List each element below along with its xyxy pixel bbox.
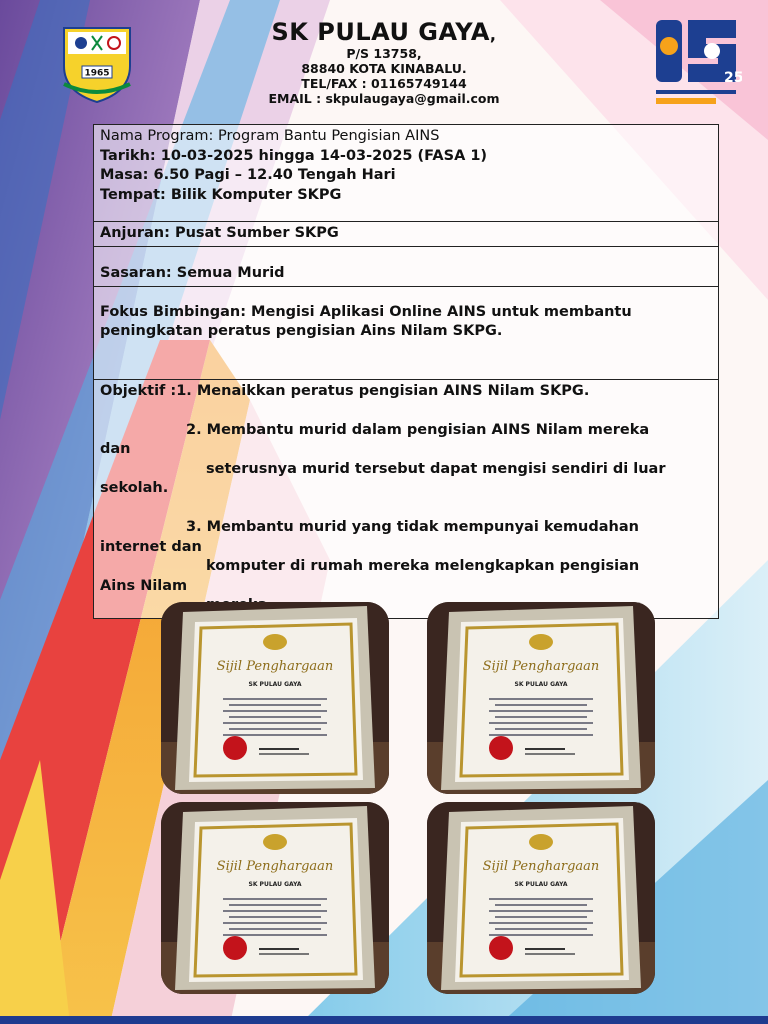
objective-line: internet dan (100, 538, 202, 555)
program-venue: Tempat: Bilik Komputer SKPG (100, 186, 342, 203)
certificate-school: SK PULAU GAYA (514, 681, 568, 688)
objective-line: Ains Nilam (100, 577, 188, 594)
certificate-photo-2 (427, 602, 655, 794)
certificate-heading: Sijil Penghargaan (482, 659, 600, 674)
footer-band (0, 1016, 768, 1024)
email: EMAIL : skpulaugaya@gmail.com (268, 91, 500, 106)
certificate-school: SK PULAU GAYA (248, 881, 302, 888)
certificate-school: SK PULAU GAYA (514, 881, 568, 888)
certificate-photo-1 (161, 602, 389, 794)
objective-line (100, 401, 712, 421)
target-group: Sasaran: Semua Murid (100, 265, 285, 281)
certificate-photo-4 (427, 802, 655, 994)
objective-line: sekolah. (100, 480, 169, 496)
letterhead (0, 18, 768, 106)
school-name: SK PULAU GAYA, (271, 18, 497, 46)
program-date: Tarikh: 10-03-2025 hingga 14-03-2025 (FASA 1) (100, 147, 488, 164)
target-cell (94, 246, 719, 286)
table-row (94, 125, 719, 222)
certificate-heading: Sijil Penghargaan (216, 659, 334, 674)
postcode-city: 88840 KOTA KINABALU. (301, 61, 467, 76)
programme-details-table (93, 124, 719, 619)
certificate-school: SK PULAU GAYA (248, 681, 302, 688)
certificate-heading: Sijil Penghargaan (216, 859, 334, 874)
logo-year: 1965 (84, 68, 110, 79)
objective-line: komputer di rumah mereka melengkapkan pengisian (206, 558, 640, 574)
certificate-image (427, 802, 655, 994)
focus-line-1: Fokus Bimbingan: Mengisi Aplikasi Online AINS untuk membantu (100, 303, 632, 320)
focus-cell (94, 286, 719, 379)
certificate-heading: Sijil Penghargaan (482, 859, 600, 874)
program-time: Masa: 6.50 Pagi – 12.40 Tengah Hari (100, 167, 396, 183)
objective-line: 2. Membantu murid dalam pengisian AINS Nilam mereka (186, 421, 650, 438)
objective-line: Objektif :1. Menaikkan peratus pengisian AINS Nilam SKPG. (100, 382, 590, 399)
objectives-list (100, 382, 712, 616)
organizer-cell (94, 222, 719, 247)
program-name: Nama Program: Program Bantu Pengisian AINS (100, 128, 440, 144)
logo-badge-number: 25 (724, 70, 742, 86)
certificate-image (161, 802, 389, 994)
organizer: Anjuran: Pusat Sumber SKPG (100, 225, 339, 241)
focus-line-2: peningkatan peratus pengisian Ains Nilam SKPG. (100, 323, 503, 339)
objective-line (100, 499, 712, 519)
table-row (94, 379, 719, 618)
certificate-image (161, 602, 389, 794)
tel-fax: TEL/FAX : 01165749144 (301, 76, 467, 91)
table-row (94, 222, 719, 247)
program-info-cell (94, 125, 719, 222)
objective-line: dan (100, 441, 131, 457)
objectives-cell (94, 379, 719, 618)
po-box: P/S 13758, (346, 46, 422, 61)
certificate-image (427, 602, 655, 794)
objective-line: 3. Membantu murid yang tidak mempunyai kemudahan (186, 519, 639, 535)
table-row (94, 286, 719, 379)
table-row (94, 246, 719, 286)
certificate-photo-3 (161, 802, 389, 994)
objective-line: seterusnya murid tersebut dapat mengisi sendiri di luar (206, 460, 666, 477)
